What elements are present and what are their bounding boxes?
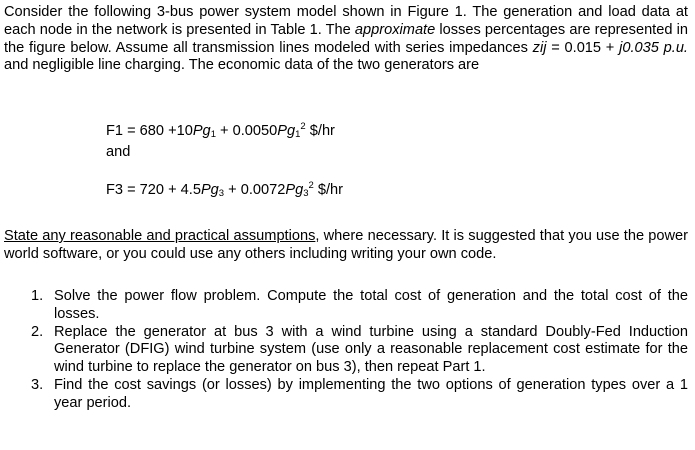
task-number: 3. <box>31 376 44 393</box>
task-text: Solve the power flow problem. Compute the total cost of generation and the total cost of the losses. <box>54 288 688 322</box>
and-connector: and <box>106 144 131 160</box>
task-number: 2. <box>31 323 44 340</box>
list-item <box>28 288 688 324</box>
eq3-unit: $/hr <box>313 182 344 198</box>
list-item <box>28 377 688 413</box>
eq1-sub2: 1 <box>295 129 301 140</box>
task-number: 1. <box>31 288 44 304</box>
eq1-mid: + 0.0050 <box>215 123 278 139</box>
zij-symbol: zij <box>532 39 547 56</box>
intro-text-4: and negligible line charging. The economic data of the two generators are <box>4 57 480 74</box>
eq1-sub1: 1 <box>210 129 216 140</box>
intro-text-3: = 0.015 + <box>546 39 620 56</box>
eq1-unit: $/hr <box>305 123 335 139</box>
eq1-pg: Pg <box>192 123 211 139</box>
cost-equation-f1 <box>106 123 335 141</box>
assumptions-paragraph <box>4 228 688 264</box>
cost-equation-f3 <box>106 182 343 200</box>
eq3-pg: Pg <box>200 182 219 198</box>
eq3-sub1: 3 <box>218 188 225 199</box>
eq3-mid: + 0.0072 <box>224 182 286 198</box>
eq3-prefix: F3 = 720 + 4.5 <box>106 182 201 198</box>
intro-text-2: losses percentages are represented in the figure below. Assume all transmission lines modeled with series impedances <box>4 21 688 56</box>
eq3-sup: 2 <box>308 180 314 191</box>
problem-intro-paragraph <box>4 4 688 75</box>
task-list <box>28 288 688 413</box>
assumptions-rest: , where necessary. It is suggested that you use the power world software, or you could use any others including writing your own code. <box>4 228 688 262</box>
approximate-word: approximate <box>354 21 436 38</box>
eq3-pg2: Pg <box>285 182 304 198</box>
eq1-pg2: Pg <box>277 123 296 139</box>
j-impedance-value: j0.035 p.u. <box>619 39 688 56</box>
eq1-prefix: F1 = 680 +10 <box>106 123 193 139</box>
list-item <box>28 324 688 377</box>
eq3-sub2: 3 <box>303 188 309 199</box>
task-text: Find the cost savings (or losses) by implementing the two options of generation types over a 1 year period. <box>54 376 688 411</box>
intro-text-1: Consider the following 3-bus power system model shown in Figure 1. The generation and load data at each node in the network is presented in Table 1. The <box>4 4 688 38</box>
task-text: Replace the generator at bus 3 with a wind turbine using a standard Doubly-Fed Induction Generator (DFIG) wind turbine system (use only a reasonable replacement cost estimate for the wind turbine to replace the generator on bus 3), then repeat Part 1. <box>54 323 688 376</box>
assumptions-underlined: State any reasonable and practical assumptions <box>4 228 316 244</box>
eq1-sup: 2 <box>300 121 306 132</box>
